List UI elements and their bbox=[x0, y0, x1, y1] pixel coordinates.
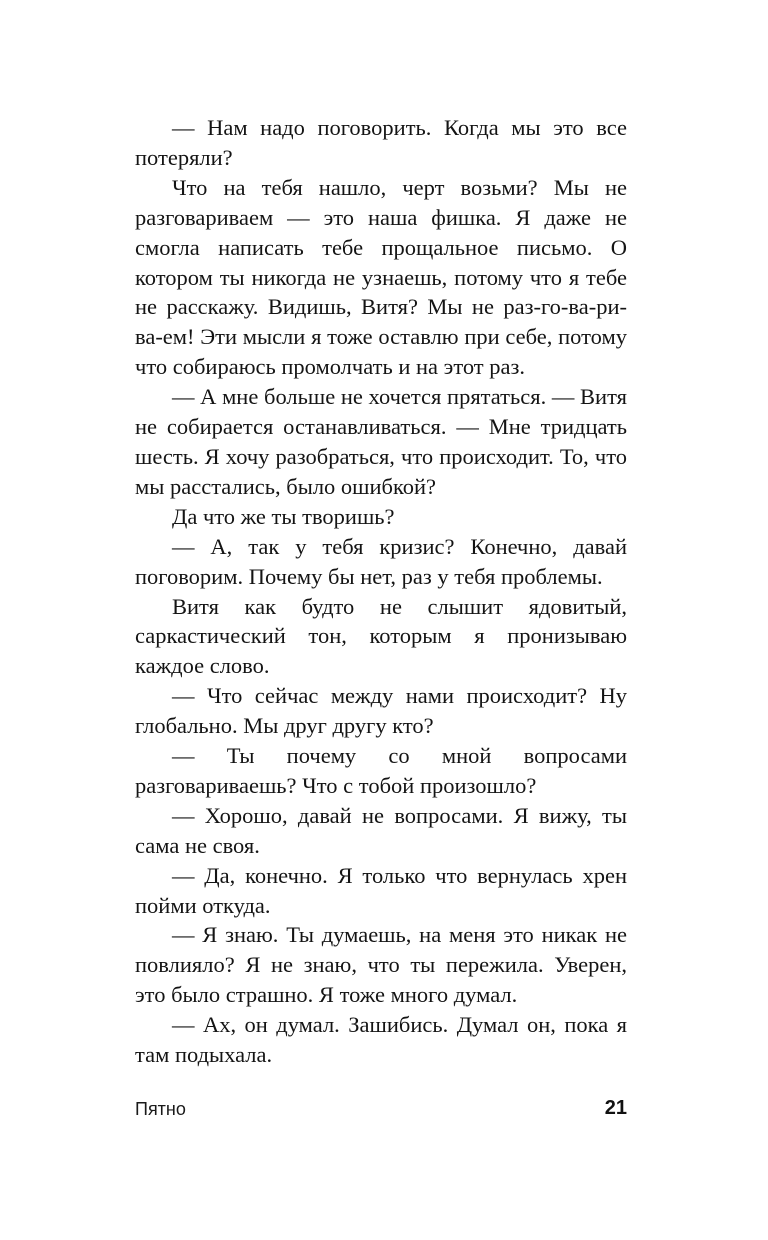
paragraph: — Ах, он думал. Зашибись. Думал он, пока я там подыхала. bbox=[135, 1012, 627, 1068]
paragraph: — Что сейчас между нами происходит? Ну глобально. Мы друг другу кто? bbox=[135, 683, 627, 739]
paragraph: — Хорошо, давай не вопросами. Я вижу, ты сама не своя. bbox=[135, 802, 627, 858]
paragraph: — Я знаю. Ты думаешь, на меня это никак не повлияло? Я не знаю, что ты пережила. Уверен, это было страшно. Я тоже много думал. bbox=[135, 922, 627, 1008]
running-footer-title: Пятно bbox=[135, 1099, 186, 1119]
paragraph: — А, так у тебя кризис? Конечно, давай поговорим. Почему бы нет, раз у тебя проблемы. bbox=[135, 533, 627, 589]
body-text bbox=[135, 113, 627, 1070]
paragraph: — Нам надо поговорить. Когда мы это все потеряли? bbox=[135, 115, 627, 170]
paragraph: — А мне больше не хочется прятаться. — Витя не собирается останавливаться. — Мне тридцать шесть. Я хочу разобраться, что происходит. То, что мы расстались, было ошибкой? bbox=[135, 384, 627, 499]
paragraph: — Да, конечно. Я только что вернулась хрен пойми откуда. bbox=[135, 862, 627, 918]
paragraph: Да что же ты творишь? bbox=[172, 503, 395, 529]
paragraph: Витя как будто не слышит ядовитый, саркастический тон, которым я пронизываю каждое слово. bbox=[135, 593, 627, 679]
paragraph: — Ты почему со мной вопросами разговариваешь? Что с тобой произошло? bbox=[135, 743, 627, 798]
paragraph: Что на тебя нашло, черт возьми? Мы не разговариваем — это наша фишка. Я даже не смогла написать тебе прощальное письмо. О котором ты никогда не узнаешь, потому что я тебе не расскажу. Видишь, Витя? Мы не раз-го-ва-ри-ва-ем! Эти мысли я тоже оставлю при себе, потому что собираюсь промолчать и на этот раз. bbox=[135, 174, 627, 380]
page-number: 21 bbox=[604, 1097, 627, 1119]
